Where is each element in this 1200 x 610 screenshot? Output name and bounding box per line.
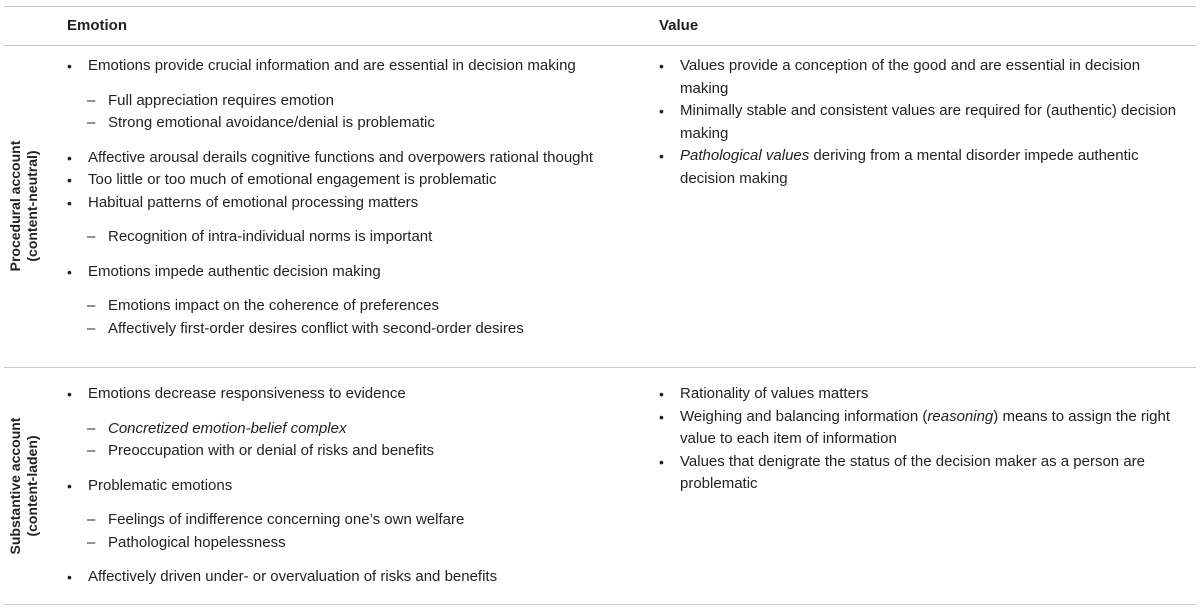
item-text: deriving from a mental disorder impede authentic decision making bbox=[680, 147, 1139, 187]
sub-list-item: – Emotions impact on the coherence of preferences bbox=[67, 295, 647, 318]
sub-list-item: – Affectively first-order desires conflict with second-order desires bbox=[67, 318, 647, 341]
sub-list-item: – Recognition of intra-individual norms is important bbox=[67, 226, 647, 249]
list-item: • Minimally stable and consistent values are required for (authentic) decision making bbox=[659, 100, 1179, 145]
column-header-emotion: Emotion bbox=[67, 17, 127, 34]
row-label-subtitle: (content-laden) bbox=[24, 435, 40, 537]
item-text: Weighing and balancing information ( bbox=[680, 407, 928, 425]
list-item: • Affective arousal derails cognitive functions and overpowers rational thought bbox=[67, 147, 647, 170]
header-rule bbox=[4, 45, 1196, 46]
cell-substantive-emotion bbox=[67, 383, 647, 589]
list-item: • Emotions decrease responsiveness to evidence bbox=[67, 383, 647, 406]
row-label-subtitle: (content-neutral) bbox=[24, 150, 40, 262]
sub-list-item: – Strong emotional avoidance/denial is problematic bbox=[67, 112, 647, 135]
item-text: ) means to assign the right value to each item of information bbox=[680, 407, 1171, 447]
list-item: • Values that denigrate the status of the decision maker as a person are problematic bbox=[659, 451, 1179, 496]
list-item: • Emotions impede authentic decision making bbox=[67, 261, 647, 284]
row-label-procedural bbox=[0, 46, 48, 366]
list-item: • Emotions provide crucial information and are essential in decision making bbox=[67, 55, 647, 78]
list-item: • Affectively driven under- or overvaluation of risks and benefits bbox=[67, 566, 647, 589]
sub-list-item: – Concretized emotion-belief complex bbox=[67, 418, 647, 441]
italic-term: Pathological values bbox=[680, 147, 810, 164]
sub-list-item: – Preoccupation with or denial of risks and benefits bbox=[67, 440, 647, 463]
row-label-substantive bbox=[0, 368, 48, 604]
list-item: • Problematic emotions bbox=[67, 475, 647, 498]
list-item bbox=[659, 145, 1179, 190]
sub-list-item: – Full appreciation requires emotion bbox=[67, 90, 647, 113]
sub-list-item: – Pathological hopelessness bbox=[67, 532, 647, 555]
table-bottom-rule bbox=[4, 604, 1196, 605]
cell-procedural-emotion bbox=[67, 55, 647, 352]
italic-term: reasoning bbox=[927, 407, 994, 425]
cell-procedural-value bbox=[659, 55, 1179, 190]
row-label-title: Substantive account bbox=[7, 417, 23, 555]
row-divider bbox=[4, 367, 1196, 368]
list-item: • Values provide a conception of the good and are essential in decision making bbox=[659, 55, 1179, 100]
list-item: • Rationality of values matters bbox=[659, 383, 1179, 406]
sub-list-item: – Feelings of indifference concerning one’s own welfare bbox=[67, 509, 647, 532]
row-label-title: Procedural account bbox=[7, 140, 23, 272]
table-top-rule bbox=[4, 6, 1196, 7]
list-item bbox=[659, 406, 1179, 451]
list-item: • Too little or too much of emotional engagement is problematic bbox=[67, 169, 647, 192]
column-header-value: Value bbox=[659, 17, 699, 34]
cell-substantive-value bbox=[659, 383, 1179, 496]
list-item: • Habitual patterns of emotional processing matters bbox=[67, 192, 647, 215]
